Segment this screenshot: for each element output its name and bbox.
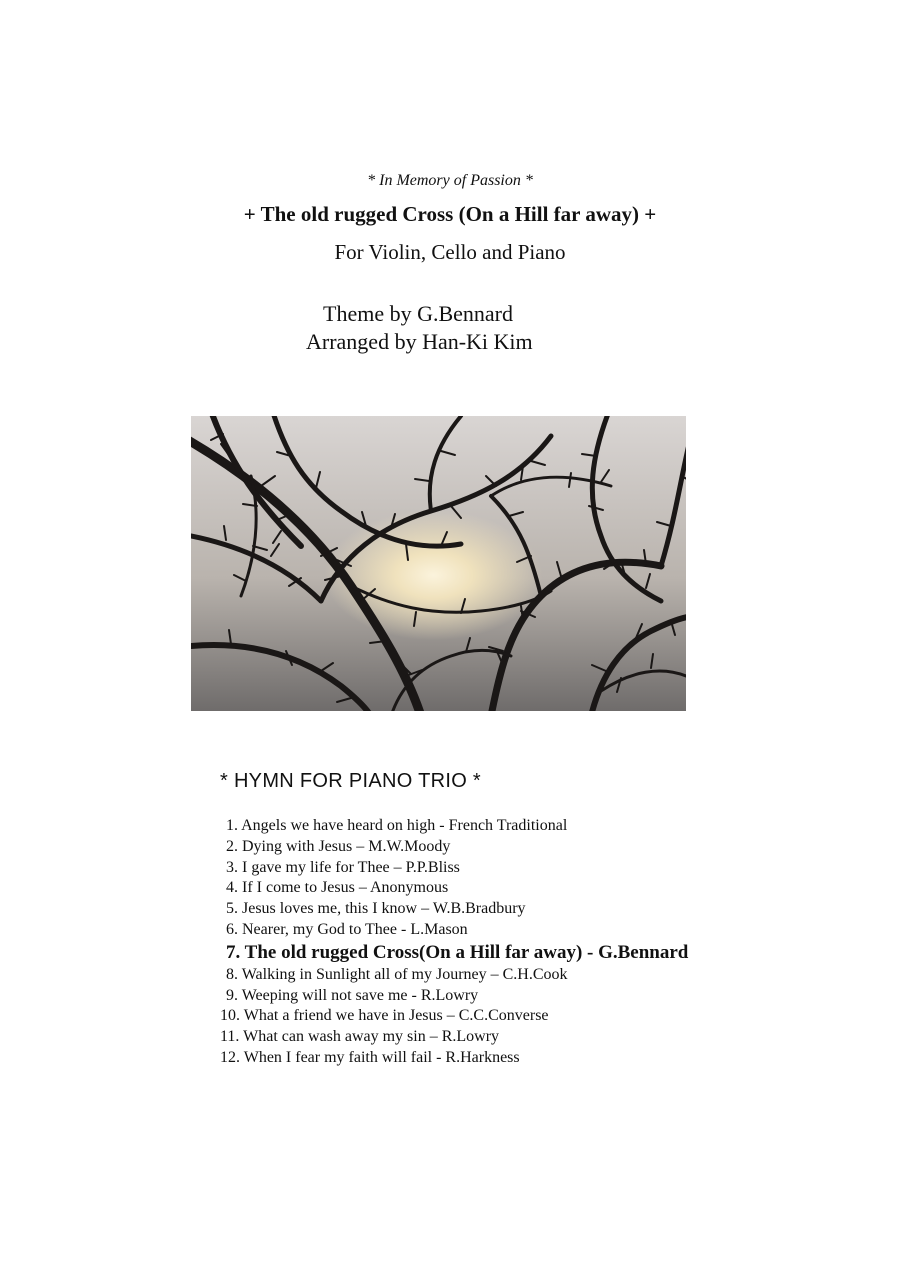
hymn-item: 4. If I come to Jesus – Anonymous: [226, 879, 449, 897]
arranger-credit: Arranged by Han-Ki Kim: [306, 329, 533, 354]
dedication: * In Memory of Passion *: [367, 172, 533, 189]
series-heading: * HYMN FOR PIANO TRIO *: [220, 770, 482, 792]
hymn-item: 3. I gave my life for Thee – P.P.Bliss: [226, 858, 460, 876]
credits-block: [306, 300, 533, 356]
hymn-item: 1. Angels we have heard on high - French Traditional: [226, 817, 568, 834]
hymn-item: 6. Nearer, my God to Thee - L.Mason: [226, 920, 468, 938]
thorn-branches-sunset-icon: [191, 416, 686, 711]
hymn-item-current: 7. The old rugged Cross(On a Hill far away) - G.Bennard: [226, 941, 689, 963]
page-title: + The old rugged Cross (On a Hill far away) +: [243, 202, 657, 226]
instrumentation: For Violin, Cello and Piano: [334, 240, 566, 264]
hymn-item: 11. What can wash away my sin – R.Lowry: [220, 1028, 500, 1046]
thorn-branches-photo: [191, 416, 686, 711]
hymn-list: [218, 816, 688, 1069]
theme-credit: Theme by G.Bennard: [323, 301, 513, 326]
hymn-item: 10. What a friend we have in Jesus – C.C.Converse: [220, 1007, 549, 1025]
hymn-item: 2. Dying with Jesus – M.W.Moody: [226, 837, 451, 855]
hymn-item: 12. When I fear my faith will fail - R.Harkness: [220, 1048, 520, 1066]
hymn-item: 5. Jesus loves me, this I know – W.B.Bradbury: [226, 900, 526, 918]
hymn-item: 9. Weeping will not save me - R.Lowry: [226, 986, 479, 1004]
hymn-item: 8. Walking in Sunlight all of my Journey – C.H.Cook: [226, 965, 568, 983]
